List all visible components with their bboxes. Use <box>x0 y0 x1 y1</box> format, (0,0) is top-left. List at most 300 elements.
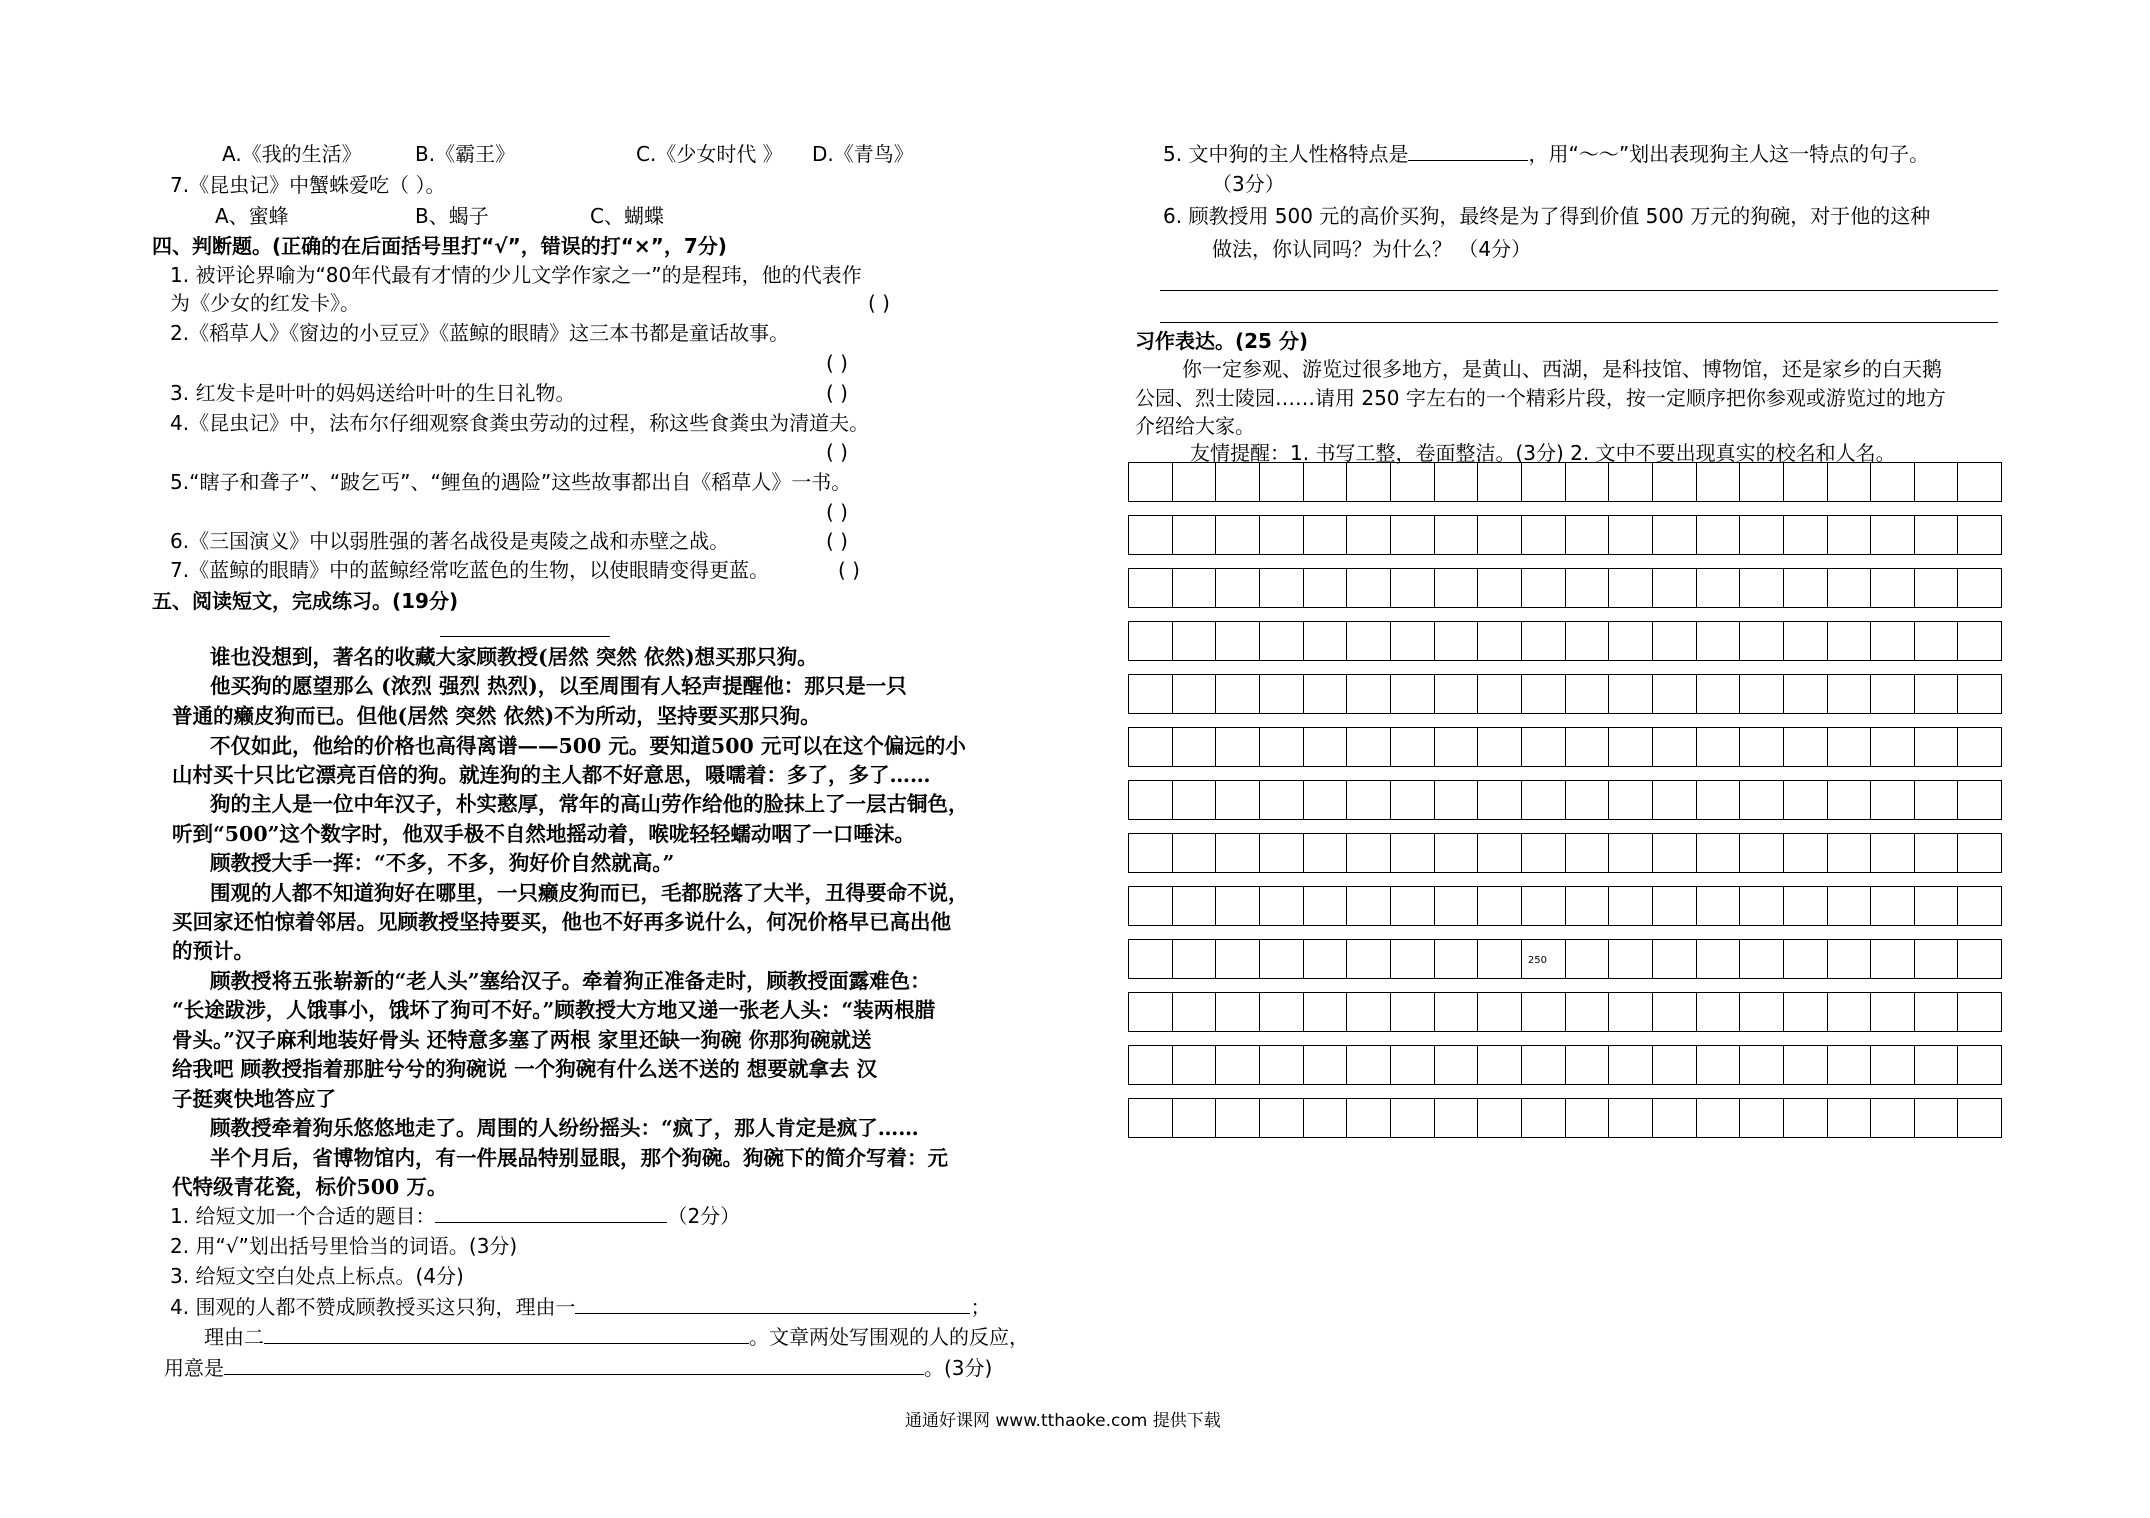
grid-cell[interactable] <box>1216 940 1260 978</box>
reading-q4b <box>204 1324 1029 1350</box>
passage-line-18: 半个月后，省博物馆内，有一件展品特别显眼，那个狗碗。狗碗下的简介写着：元 <box>210 1146 948 1170</box>
reading-q1-score: （2分） <box>667 1204 741 1228</box>
grid-cell[interactable] <box>1522 1046 1566 1084</box>
composition-prompt-1: 你一定参观、游览过很多地方，是黄山、西湖，是科技馆、博物馆，还是家乡的白天鹅 <box>1182 357 1942 381</box>
grid-cell[interactable] <box>1566 728 1610 766</box>
grid-cell[interactable] <box>1697 887 1741 925</box>
grid-cell[interactable] <box>1435 940 1479 978</box>
grid-cell[interactable] <box>1129 728 1173 766</box>
grid-cell[interactable] <box>1391 1046 1435 1084</box>
grid-cell[interactable] <box>1828 463 1872 501</box>
grid-cell[interactable] <box>1566 622 1610 660</box>
grid-cell[interactable] <box>1784 834 1828 872</box>
passage-line-1: 谁也没想到，著名的收藏大家顾教授(居然 突然 依然)想买那只狗。 <box>210 645 818 669</box>
grid-cell[interactable] <box>1740 940 1784 978</box>
grid-cell[interactable] <box>1478 622 1522 660</box>
grid-cell[interactable] <box>1784 516 1828 554</box>
grid-cell[interactable] <box>1304 993 1348 1031</box>
grid-cell[interactable] <box>1260 887 1304 925</box>
grid-cell[interactable] <box>1391 569 1435 607</box>
grid-cell[interactable] <box>1304 516 1348 554</box>
grid-cell[interactable] <box>1216 993 1260 1031</box>
grid-cell[interactable] <box>1697 463 1741 501</box>
grid-cell[interactable] <box>1435 887 1479 925</box>
grid-cell[interactable] <box>1697 834 1741 872</box>
grid-cell[interactable] <box>1740 1099 1784 1137</box>
grid-cell[interactable] <box>1915 675 1959 713</box>
grid-cell[interactable] <box>1173 675 1217 713</box>
grid-cell[interactable] <box>1478 675 1522 713</box>
grid-cell[interactable] <box>1609 887 1653 925</box>
grid-cell[interactable] <box>1915 622 1959 660</box>
grid-cell[interactable] <box>1566 834 1610 872</box>
grid-cell[interactable] <box>1522 1099 1566 1137</box>
grid-cell[interactable] <box>1260 993 1304 1031</box>
grid-cell[interactable] <box>1478 834 1522 872</box>
grid-cell[interactable] <box>1260 622 1304 660</box>
grid-cell[interactable] <box>1958 728 2001 766</box>
grid-cell[interactable] <box>1958 516 2001 554</box>
grid-cell[interactable] <box>1566 993 1610 1031</box>
grid-cell[interactable] <box>1566 569 1610 607</box>
grid-cell[interactable] <box>1653 569 1697 607</box>
grid-cell[interactable] <box>1347 1099 1391 1137</box>
grid-cell[interactable] <box>1784 675 1828 713</box>
grid-cell[interactable] <box>1828 516 1872 554</box>
grid-cell[interactable] <box>1478 1046 1522 1084</box>
grid-cell[interactable] <box>1173 728 1217 766</box>
grid-cell[interactable] <box>1129 1046 1173 1084</box>
grid-cell[interactable] <box>1347 1046 1391 1084</box>
grid-cell[interactable] <box>1304 940 1348 978</box>
grid-cell[interactable] <box>1478 569 1522 607</box>
grid-cell[interactable] <box>1435 622 1479 660</box>
grid-cell[interactable] <box>1435 516 1479 554</box>
grid-cell[interactable] <box>1478 887 1522 925</box>
grid-cell[interactable] <box>1173 940 1217 978</box>
grid-cell[interactable] <box>1609 993 1653 1031</box>
grid-cell[interactable] <box>1653 940 1697 978</box>
passage-line-17: 顾教授牵着狗乐悠悠地走了。周围的人纷纷摇头：“疯了，那人肯定是疯了…… <box>210 1116 919 1140</box>
grid-cell[interactable] <box>1391 675 1435 713</box>
passage-line-15: 给我吧 顾教授指着那脏兮兮的狗碗说 一个狗碗有什么送不送的 想要就拿去 汉 <box>172 1057 878 1081</box>
grid-cell[interactable] <box>1347 834 1391 872</box>
grid-cell[interactable] <box>1784 569 1828 607</box>
grid-cell[interactable] <box>1435 728 1479 766</box>
grid-cell[interactable] <box>1828 622 1872 660</box>
grid-cell[interactable] <box>1391 622 1435 660</box>
grid-cell[interactable] <box>1740 463 1784 501</box>
grid-cell[interactable] <box>1653 622 1697 660</box>
grid-cell[interactable] <box>1958 887 2001 925</box>
grid-cell[interactable] <box>1478 728 1522 766</box>
grid-cell[interactable] <box>1784 728 1828 766</box>
grid-row <box>1128 939 2002 979</box>
grid-cell[interactable] <box>1784 463 1828 501</box>
passage-line-3: 普通的癞皮狗而已。但他(居然 突然 依然)不为所动，坚持要买那只狗。 <box>172 704 821 728</box>
grid-cell[interactable] <box>1915 569 1959 607</box>
grid-cell[interactable] <box>1522 463 1566 501</box>
grid-cell[interactable] <box>1216 887 1260 925</box>
grid-cell[interactable] <box>1304 834 1348 872</box>
grid-cell[interactable] <box>1304 675 1348 713</box>
grid-cell[interactable] <box>1915 1099 1959 1137</box>
grid-cell[interactable] <box>1260 516 1304 554</box>
grid-cell[interactable] <box>1828 1099 1872 1137</box>
grid-cell[interactable] <box>1129 993 1173 1031</box>
grid-cell[interactable] <box>1304 569 1348 607</box>
grid-cell[interactable] <box>1566 463 1610 501</box>
grid-cell[interactable] <box>1129 781 1173 819</box>
q6-option-a: A.《我的生活》 <box>222 142 362 166</box>
grid-cell[interactable] <box>1391 887 1435 925</box>
grid-cell[interactable] <box>1435 569 1479 607</box>
grid-cell[interactable] <box>1740 728 1784 766</box>
grid-cell[interactable] <box>1347 728 1391 766</box>
grid-mark-250: 250 <box>1527 955 1547 966</box>
grid-cell[interactable] <box>1304 622 1348 660</box>
grid-cell[interactable] <box>1347 516 1391 554</box>
grid-cell[interactable] <box>1915 781 1959 819</box>
grid-cell[interactable] <box>1173 516 1217 554</box>
grid-cell[interactable] <box>1478 993 1522 1031</box>
judge-paren-2: ( ) <box>826 351 848 375</box>
reading-q4-end: ； <box>970 1295 991 1319</box>
grid-cell[interactable] <box>1522 781 1566 819</box>
grid-cell[interactable] <box>1435 993 1479 1031</box>
grid-cell[interactable] <box>1697 1046 1741 1084</box>
grid-cell[interactable] <box>1522 887 1566 925</box>
grid-cell[interactable] <box>1653 728 1697 766</box>
reading-q1-blank[interactable] <box>435 1204 667 1223</box>
grid-cell[interactable] <box>1958 569 2001 607</box>
grid-cell[interactable] <box>1347 887 1391 925</box>
grid-cell[interactable] <box>1871 834 1915 872</box>
grid-cell[interactable] <box>1609 622 1653 660</box>
grid-cell[interactable] <box>1609 834 1653 872</box>
grid-cell[interactable] <box>1129 516 1173 554</box>
grid-cell[interactable] <box>1129 940 1173 978</box>
grid-cell[interactable] <box>1609 516 1653 554</box>
grid-cell[interactable] <box>1304 463 1348 501</box>
judge-item-4: 4.《昆虫记》中，法布尔仔细观察食粪虫劳动的过程，称这些食粪虫为清道夫。 <box>170 411 870 435</box>
grid-cell[interactable] <box>1478 463 1522 501</box>
grid-cell[interactable] <box>1216 834 1260 872</box>
grid-cell[interactable] <box>1740 1046 1784 1084</box>
grid-cell[interactable] <box>1653 463 1697 501</box>
grid-cell[interactable] <box>1566 781 1610 819</box>
grid-cell[interactable] <box>1784 940 1828 978</box>
grid-cell[interactable] <box>1391 463 1435 501</box>
grid-cell[interactable] <box>1129 1099 1173 1137</box>
grid-cell[interactable] <box>1653 781 1697 819</box>
grid-cell[interactable] <box>1784 622 1828 660</box>
grid-cell[interactable] <box>1566 675 1610 713</box>
grid-cell[interactable] <box>1522 940 1566 978</box>
grid-cell[interactable] <box>1216 1099 1260 1137</box>
grid-cell[interactable] <box>1566 516 1610 554</box>
grid-cell[interactable] <box>1435 781 1479 819</box>
grid-cell[interactable] <box>1958 940 2001 978</box>
grid-cell[interactable] <box>1915 834 1959 872</box>
grid-cell[interactable] <box>1522 834 1566 872</box>
grid-cell[interactable] <box>1173 463 1217 501</box>
grid-cell[interactable] <box>1915 516 1959 554</box>
grid-cell[interactable] <box>1740 781 1784 819</box>
grid-cell[interactable] <box>1173 1046 1217 1084</box>
grid-cell[interactable] <box>1391 781 1435 819</box>
grid-cell[interactable] <box>1697 781 1741 819</box>
judge-item-7: 7.《蓝鲸的眼睛》中的蓝鲸经常吃蓝色的生物，以使眼睛变得更蓝。 <box>170 558 770 582</box>
grid-cell[interactable] <box>1609 1099 1653 1137</box>
grid-cell[interactable] <box>1566 940 1610 978</box>
grid-cell[interactable] <box>1435 675 1479 713</box>
grid-cell[interactable] <box>1347 622 1391 660</box>
grid-cell[interactable] <box>1216 728 1260 766</box>
grid-cell[interactable] <box>1260 1046 1304 1084</box>
q7-option-c: C、蝴蝶 <box>590 204 664 228</box>
grid-cell[interactable] <box>1958 1046 2001 1084</box>
passage-line-2: 他买狗的愿望那么 (浓烈 强烈 热烈)，以至周围有人轻声提醒他：那只是一只 <box>210 674 907 698</box>
grid-cell[interactable] <box>1609 1046 1653 1084</box>
grid-cell[interactable] <box>1435 834 1479 872</box>
grid-cell[interactable] <box>1784 993 1828 1031</box>
grid-cell[interactable] <box>1260 728 1304 766</box>
grid-cell[interactable] <box>1828 1046 1872 1084</box>
grid-cell[interactable] <box>1522 569 1566 607</box>
grid-cell[interactable] <box>1871 940 1915 978</box>
grid-cell[interactable] <box>1697 516 1741 554</box>
grid-cell[interactable] <box>1304 1099 1348 1137</box>
grid-cell[interactable] <box>1871 463 1915 501</box>
grid-cell[interactable] <box>1566 1046 1610 1084</box>
reading-q4-blank-1[interactable] <box>575 1295 970 1314</box>
grid-cell[interactable] <box>1828 940 1872 978</box>
grid-cell[interactable] <box>1915 463 1959 501</box>
grid-cell[interactable] <box>1871 728 1915 766</box>
grid-cell[interactable] <box>1260 781 1304 819</box>
grid-cell[interactable] <box>1871 1099 1915 1137</box>
grid-cell[interactable] <box>1958 1099 2001 1137</box>
grid-cell[interactable] <box>1740 834 1784 872</box>
grid-cell[interactable] <box>1566 887 1610 925</box>
grid-cell[interactable] <box>1478 781 1522 819</box>
right-q6-answer-line-1[interactable] <box>1160 290 1998 291</box>
grid-cell[interactable] <box>1129 675 1173 713</box>
grid-cell[interactable] <box>1828 569 1872 607</box>
passage-title-blank[interactable] <box>440 636 610 637</box>
grid-cell[interactable] <box>1129 834 1173 872</box>
grid-cell[interactable] <box>1697 940 1741 978</box>
grid-cell[interactable] <box>1260 940 1304 978</box>
grid-cell[interactable] <box>1391 728 1435 766</box>
grid-cell[interactable] <box>1347 463 1391 501</box>
grid-cell[interactable] <box>1653 1046 1697 1084</box>
grid-cell[interactable] <box>1260 569 1304 607</box>
grid-cell[interactable] <box>1740 675 1784 713</box>
grid-cell[interactable] <box>1129 463 1173 501</box>
grid-cell[interactable] <box>1915 728 1959 766</box>
grid-cell[interactable] <box>1784 1046 1828 1084</box>
grid-row <box>1128 992 2002 1032</box>
grid-cell[interactable] <box>1129 569 1173 607</box>
grid-cell[interactable] <box>1216 781 1260 819</box>
grid-cell[interactable] <box>1915 887 1959 925</box>
grid-cell[interactable] <box>1260 675 1304 713</box>
grid-cell[interactable] <box>1435 463 1479 501</box>
grid-cell[interactable] <box>1216 1046 1260 1084</box>
grid-cell[interactable] <box>1129 622 1173 660</box>
grid-cell[interactable] <box>1697 569 1741 607</box>
grid-cell[interactable] <box>1871 781 1915 819</box>
grid-cell[interactable] <box>1173 834 1217 872</box>
judge-item-1b: 为《少女的红发卡》。 <box>170 291 360 315</box>
grid-cell[interactable] <box>1173 993 1217 1031</box>
grid-cell[interactable] <box>1216 675 1260 713</box>
grid-cell[interactable] <box>1740 516 1784 554</box>
grid-cell[interactable] <box>1697 1099 1741 1137</box>
grid-cell[interactable] <box>1653 516 1697 554</box>
grid-cell[interactable] <box>1478 940 1522 978</box>
grid-cell[interactable] <box>1915 993 1959 1031</box>
grid-cell[interactable] <box>1566 1099 1610 1137</box>
grid-cell[interactable] <box>1391 516 1435 554</box>
grid-cell[interactable] <box>1828 781 1872 819</box>
grid-cell[interactable] <box>1958 834 2001 872</box>
grid-cell[interactable] <box>1216 463 1260 501</box>
grid-cell[interactable] <box>1871 1046 1915 1084</box>
grid-cell[interactable] <box>1697 675 1741 713</box>
grid-cell[interactable] <box>1871 993 1915 1031</box>
right-q5-blank[interactable] <box>1408 142 1528 161</box>
grid-cell[interactable] <box>1609 781 1653 819</box>
grid-cell[interactable] <box>1958 781 2001 819</box>
grid-cell[interactable] <box>1522 516 1566 554</box>
grid-cell[interactable] <box>1653 887 1697 925</box>
grid-cell[interactable] <box>1609 463 1653 501</box>
reading-q4c <box>164 1355 992 1381</box>
grid-cell[interactable] <box>1391 1099 1435 1137</box>
right-q6-answer-line-2[interactable] <box>1160 322 1998 323</box>
grid-cell[interactable] <box>1609 940 1653 978</box>
grid-cell[interactable] <box>1958 993 2001 1031</box>
grid-row <box>1128 515 2002 555</box>
q7-option-a: A、蜜蜂 <box>215 204 289 228</box>
grid-cell[interactable] <box>1435 1046 1479 1084</box>
grid-row <box>1128 1045 2002 1085</box>
grid-cell[interactable] <box>1828 834 1872 872</box>
grid-cell[interactable] <box>1216 569 1260 607</box>
grid-cell[interactable] <box>1304 887 1348 925</box>
grid-cell[interactable] <box>1609 569 1653 607</box>
right-q6-line-2: 做法，你认同吗？为什么？ （4分） <box>1212 237 1532 261</box>
grid-cell[interactable] <box>1871 516 1915 554</box>
grid-cell[interactable] <box>1653 675 1697 713</box>
grid-cell[interactable] <box>1828 887 1872 925</box>
grid-cell[interactable] <box>1347 993 1391 1031</box>
grid-cell[interactable] <box>1609 675 1653 713</box>
grid-cell[interactable] <box>1260 463 1304 501</box>
grid-cell[interactable] <box>1522 622 1566 660</box>
grid-cell[interactable] <box>1260 1099 1304 1137</box>
grid-cell[interactable] <box>1958 463 2001 501</box>
footer-credit: 通通好课网 www.tthaoke.com 提供下载 <box>905 1411 1221 1431</box>
grid-cell[interactable] <box>1958 622 2001 660</box>
grid-cell[interactable] <box>1828 993 1872 1031</box>
grid-cell[interactable] <box>1173 569 1217 607</box>
grid-cell[interactable] <box>1391 940 1435 978</box>
grid-cell[interactable] <box>1347 781 1391 819</box>
grid-cell[interactable] <box>1871 622 1915 660</box>
grid-cell[interactable] <box>1478 516 1522 554</box>
grid-cell[interactable] <box>1740 887 1784 925</box>
grid-cell[interactable] <box>1740 569 1784 607</box>
grid-cell[interactable] <box>1915 940 1959 978</box>
grid-cell[interactable] <box>1653 834 1697 872</box>
grid-cell[interactable] <box>1915 1046 1959 1084</box>
grid-cell[interactable] <box>1871 569 1915 607</box>
reading-q4-blank-2[interactable] <box>264 1325 749 1344</box>
grid-cell[interactable] <box>1784 781 1828 819</box>
grid-cell[interactable] <box>1304 781 1348 819</box>
grid-cell[interactable] <box>1435 1099 1479 1137</box>
grid-cell[interactable] <box>1740 622 1784 660</box>
grid-cell[interactable] <box>1697 728 1741 766</box>
grid-cell[interactable] <box>1173 887 1217 925</box>
grid-cell[interactable] <box>1391 993 1435 1031</box>
grid-cell[interactable] <box>1609 728 1653 766</box>
right-q5-score: （3分） <box>1212 172 1285 196</box>
grid-cell[interactable] <box>1871 675 1915 713</box>
passage-line-13: “长途跋涉，人饿事小，饿坏了狗可不好。”顾教授大方地又递一张老人头：“装两根腊 <box>172 998 936 1022</box>
section5-title: 五、阅读短文，完成练习。(19分) <box>152 589 459 613</box>
grid-cell[interactable] <box>1828 675 1872 713</box>
grid-cell[interactable] <box>1697 993 1741 1031</box>
grid-cell[interactable] <box>1958 675 2001 713</box>
reading-q4-text: 4. 围观的人都不赞成顾教授买这只狗，理由一 <box>170 1295 576 1319</box>
grid-cell[interactable] <box>1653 1099 1697 1137</box>
reading-q4-blank-3[interactable] <box>224 1356 924 1375</box>
grid-cell[interactable] <box>1784 887 1828 925</box>
grid-cell[interactable] <box>1871 887 1915 925</box>
reading-q4 <box>170 1294 990 1320</box>
grid-cell[interactable] <box>1522 675 1566 713</box>
grid-cell[interactable] <box>1304 1046 1348 1084</box>
grid-cell[interactable] <box>1784 1099 1828 1137</box>
grid-cell[interactable] <box>1697 622 1741 660</box>
grid-cell[interactable] <box>1216 622 1260 660</box>
grid-cell[interactable] <box>1828 728 1872 766</box>
grid-cell[interactable] <box>1173 622 1217 660</box>
grid-cell[interactable] <box>1522 728 1566 766</box>
grid-cell[interactable] <box>1304 728 1348 766</box>
grid-cell[interactable] <box>1347 569 1391 607</box>
grid-cell[interactable] <box>1260 834 1304 872</box>
writing-grid[interactable] <box>1128 462 2002 1151</box>
grid-cell[interactable] <box>1740 993 1784 1031</box>
grid-cell[interactable] <box>1216 516 1260 554</box>
reading-q3: 3. 给短文空白处点上标点。(4分) <box>170 1264 464 1288</box>
grid-cell[interactable] <box>1129 887 1173 925</box>
grid-cell[interactable] <box>1173 781 1217 819</box>
grid-cell[interactable] <box>1173 1099 1217 1137</box>
grid-cell[interactable] <box>1478 1099 1522 1137</box>
grid-cell[interactable] <box>1391 834 1435 872</box>
grid-cell[interactable] <box>1522 993 1566 1031</box>
grid-cell[interactable] <box>1653 993 1697 1031</box>
grid-cell[interactable] <box>1347 675 1391 713</box>
grid-cell[interactable] <box>1347 940 1391 978</box>
